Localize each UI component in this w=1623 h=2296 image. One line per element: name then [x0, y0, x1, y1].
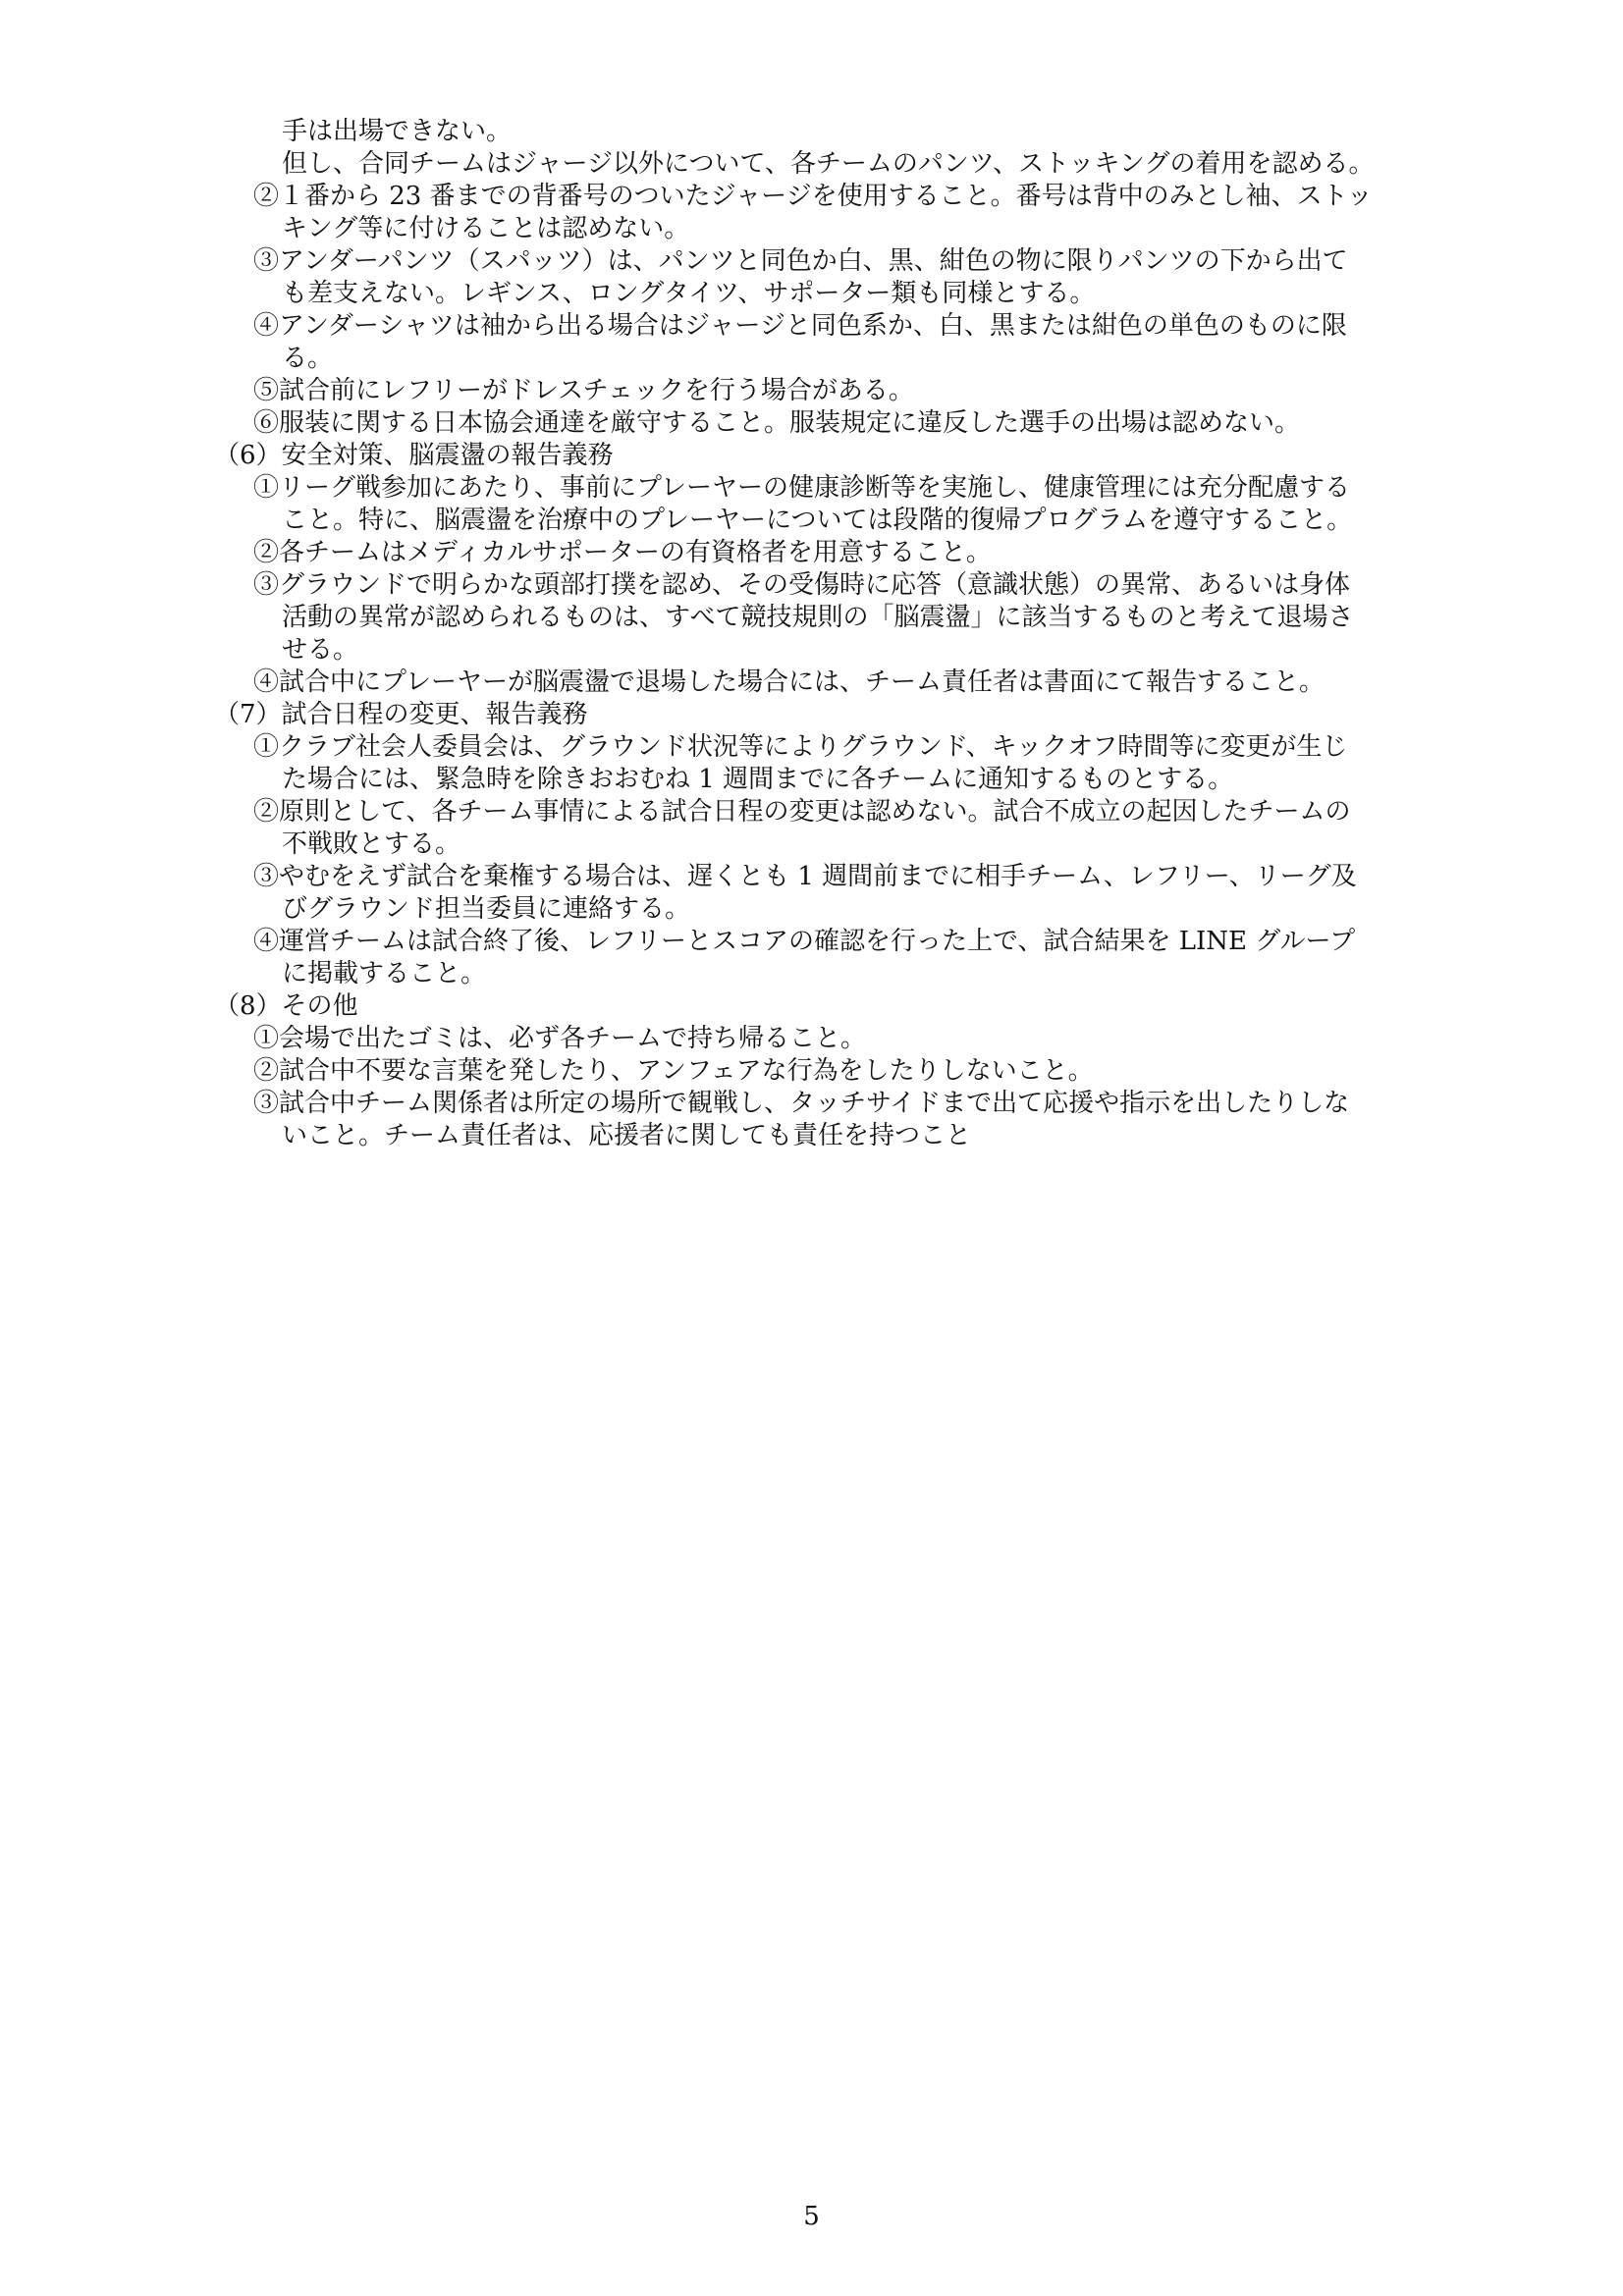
list-item: ④運営チームは試合終了後、レフリーとスコアの確認を行った上で、試合結果を LINE グループ	[253, 927, 1356, 956]
text-line: た場合には、緊急時を除きおおむね 1 週間までに各チームに通知するものとする。	[282, 765, 1234, 794]
list-item: ①リーグ戦参加にあたり、事前にプレーヤーの健康診断等を実施し、健康管理には充分配慮する	[253, 473, 1350, 503]
text-line: も差支えない。レギンス、ロングタイツ、サポーター類も同様とする。	[282, 279, 1096, 308]
section-heading: （7）試合日程の変更、報告義務	[214, 700, 588, 729]
list-item: ①クラブ社会人委員会は、グラウンド状況等によりグラウンド、キックオフ時間等に変更が生じ	[253, 732, 1348, 762]
list-item: ③やむをえず試合を棄権する場合は、遅くとも 1 週間前までに相手チーム、レフリー、リーグ及	[253, 862, 1357, 891]
text-line: に掲載すること。	[282, 959, 487, 988]
text-line: びグラウンド担当委員に連絡する。	[282, 894, 691, 924]
text-line: せる。	[282, 635, 359, 665]
text-line: こと。特に、脳震盪を治療中のプレーヤーについては段階的復帰プログラムを遵守すること。	[282, 506, 1353, 535]
list-item: ③試合中チーム関係者は所定の場所で観戦し、タッチサイドまで出て応援や指示を出したりしな	[253, 1089, 1350, 1118]
list-item: ④試合中にプレーヤーが脳震盪で退場した場合には、チーム責任者は書面にて報告すること。	[253, 667, 1325, 697]
text-line: 不戦敗とする。	[282, 829, 461, 859]
list-item: ④アンダーシャツは袖から出る場合はジャージと同色系か、白、黒または紺色の単色のものに限	[253, 311, 1347, 341]
text-line: キング等に付けることは認めない。	[282, 214, 690, 243]
text-line: 活動の異常が認められるものは、すべて競技規則の「脳震盪」に該当するものと考えて退場さ	[282, 603, 1354, 632]
page-number: 5	[803, 2202, 820, 2231]
text-line: る。	[282, 344, 334, 373]
list-item: ①会場で出たゴミは、必ず各チームで持ち帰ること。	[253, 1024, 867, 1053]
list-item: ②試合中不要な言葉を発したり、アンフェアな行為をしたりしないこと。	[253, 1056, 1094, 1086]
list-item: ②原則として、各チーム事情による試合日程の変更は認めない。試合不成立の起因したチームの	[253, 797, 1351, 827]
text-line: いこと。チーム責任者は、応援者に関しても責任を持つこと	[282, 1121, 972, 1150]
list-item: ③グラウンドで明らかな頭部打撲を認め、その受傷時に応答（意識状態）の異常、あるいは身体	[253, 570, 1350, 600]
text-line: 但し、合同チームはジャージ以外について、各チームのパンツ、ストッキングの着用を認める。	[282, 149, 1375, 179]
list-item: ②各チームはメディカルサポーターの有資格者を用意すること。	[253, 538, 992, 567]
section-heading: （6）安全対策、脳震盪の報告義務	[214, 441, 614, 470]
list-item: ⑥服装に関する日本協会通達を厳守すること。服装規定に違反した選手の出場は認めない。	[253, 408, 1301, 438]
text-line: 手は出場できない。	[282, 117, 513, 146]
section-heading: （8）その他	[214, 991, 358, 1021]
list-item: ③アンダーパンツ（スパッツ）は、パンツと同色か白、黒、紺色の物に限りパンツの下から出て	[253, 246, 1348, 276]
list-item: ②１番から 23 番までの背番号のついたジャージを使用すること。番号は背中のみとし袖、ストッ	[253, 182, 1373, 211]
list-item: ⑤試合前にレフリーがドレスチェックを行う場合がある。	[253, 376, 914, 405]
